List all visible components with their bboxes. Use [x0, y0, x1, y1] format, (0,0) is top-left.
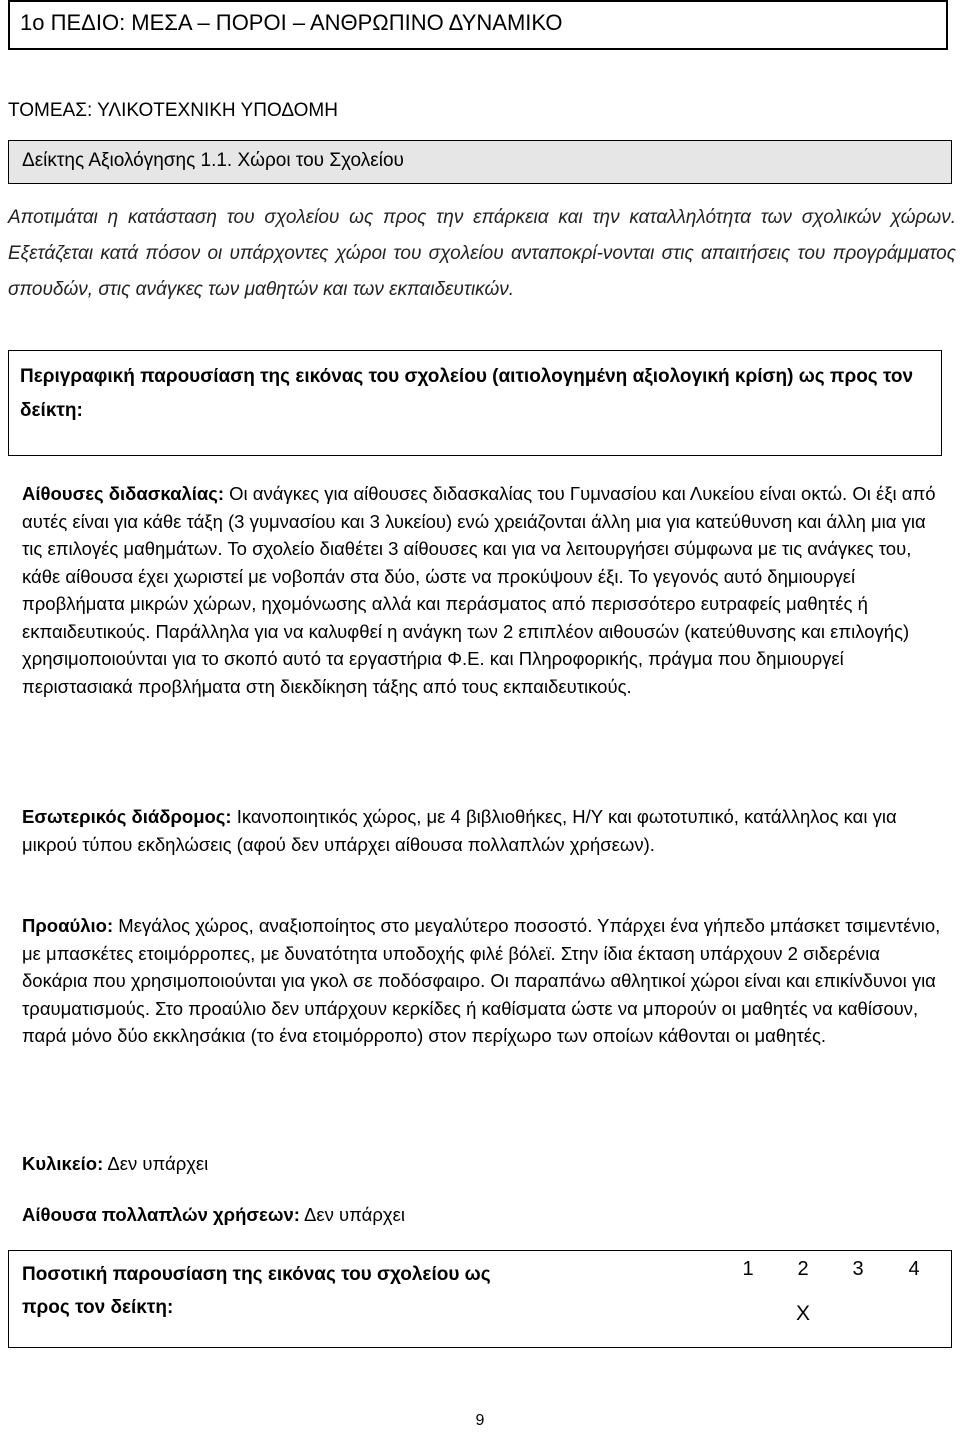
section-label: Κυλικείο:	[22, 1153, 104, 1174]
section-text: Οι ανάγκες για αίθουσες διδασκαλίας του Γυμνασίου και Λυκείου είναι οκτώ. Οι έξι από αυτές είναι για κάθε τάξη (3 γυμνασίου και 3 λυκείου) ενώ χρειάζονται άλλη μια για κατεύθυνση και άλλη μια για τις επιλογές μαθημάτων. Το σχολείο διαθέτει 3 αίθουσες και για να λειτουργήσει σύμφωνα με τις ανάγκες του, κάθε αίθουσα έχει χωριστεί με νοβοπάν στα δύο, ώστε να προκύψουν έξι. Το γεγονός αυτό δημιουργεί προβλήματα μικρών χώρων, ηχομόνωσης αλλά και περάσματος από περισσότερο ευτραφείς μαθητές ή εκπαιδευτικούς. Παράλληλα για να καλυφθεί η ανάγκη των 2 επιπλέον αιθουσών (κατεύθυνσης και επιλογής) χρησιμοποιούνται για το σκοπό αυτό τα εργαστήρια Φ.Ε. και Πληροφορικής, πράγμα που δημιουργεί περιστασιακά προβλήματα στη διεκδίκηση τάξης από τους εκπαιδευτικούς.	[22, 483, 936, 697]
section-text: Μεγάλος χώρος, αναξιοποίητος στο μεγαλύτερο ποσοστό. Υπάρχει ένα γήπεδο μπάσκετ τσιμεντένιο, με μπασκέτες ετοιμόρροπες, με δυνατότητα υποδοχής φιλέ βόλεϊ. Στην ίδια έκταση υπάρχουν 2 σιδερένια δοκάρια που χρησιμοποιούνται για γκολ σε ποδόσφαιρο. Οι παραπάνω αθλητικοί χώροι είναι και επικίνδυνοι για τραυματισμούς. Στο προαύλιο δεν υπάρχουν κερκίδες ή καθίσματα ώστε να μπορούν οι μαθητές να καθίσουν, παρά μόνο δύο εκκλησάκια (το ένα ετοιμόρροπο) στον περίχωρο των οποίων κάθονται οι μαθητές.	[22, 915, 941, 1046]
section-text: Δεν υπάρχει	[299, 1204, 405, 1225]
description-heading: Περιγραφική παρουσίαση της εικόνας του σχολείου (αιτιολογημένη αξιολογική κρίση) ως προς τον δείκτη:	[20, 366, 914, 421]
quant-rating-label: Ποσοτική παρουσίαση της εικόνας του σχολείου ως προς τον δείκτη:	[22, 1264, 491, 1318]
section-yard	[22, 912, 942, 1050]
intro-paragraph: Αποτιμάται η κατάσταση του σχολείου ως προς την επάρκεια και την καταλληλότητα των σχολικών χώρων. Εξετάζεται κατά πόσον οι υπάρχοντες χώροι του σχολείου ανταποκρί-νονται στις απαιτήσεις του προγράμματος σπουδών, στις ανάγκες των μαθητών και των εκπαιδευτικών.	[8, 207, 956, 300]
section-label: Αίθουσες διδασκαλίας:	[22, 483, 225, 504]
scale-value-2: 2	[797, 1258, 809, 1280]
section-label: Εσωτερικός διάδρομος:	[22, 806, 232, 827]
scale-value-4: 4	[908, 1258, 920, 1280]
scale-value-3: 3	[852, 1258, 864, 1280]
field-title: 1ο ΠΕΔΙΟ: ΜΕΣΑ – ΠΟΡΟΙ – ΑΝΘΡΩΠΙΝΟ ΔΥΝΑΜΙΚΟ	[20, 10, 563, 35]
scale-value-1: 1	[742, 1258, 754, 1280]
sector-title: ΤΟΜΕΑΣ: ΥΛΙΚΟΤΕΧΝΙΚΗ ΥΠΟΔΟΜΗ	[8, 100, 338, 121]
section-text: Ικανοποιητικός χώρος, με 4 βιβλιοθήκες, Η/Υ και φωτοτυπικό, κατάλληλος και για μικρού τύπου εκδηλώσεις (αφού δεν υπάρχει αίθουσα πολλαπλών χρήσεων).	[22, 806, 897, 855]
indicator-title: Δείκτης Αξιολόγησης 1.1. Χώροι του Σχολείου	[22, 150, 404, 171]
section-corridor	[22, 803, 942, 858]
section-label: Προαύλιο:	[22, 915, 114, 936]
section-text: Δεν υπάρχει	[103, 1153, 209, 1174]
section-classrooms	[22, 480, 942, 700]
selected-rating-mark: Χ	[795, 1302, 810, 1325]
section-multipurpose-hall	[22, 1201, 942, 1229]
section-label: Αίθουσα πολλαπλών χρήσεων:	[22, 1204, 300, 1225]
section-canteen	[22, 1150, 942, 1178]
page-number: 9	[475, 1412, 485, 1429]
